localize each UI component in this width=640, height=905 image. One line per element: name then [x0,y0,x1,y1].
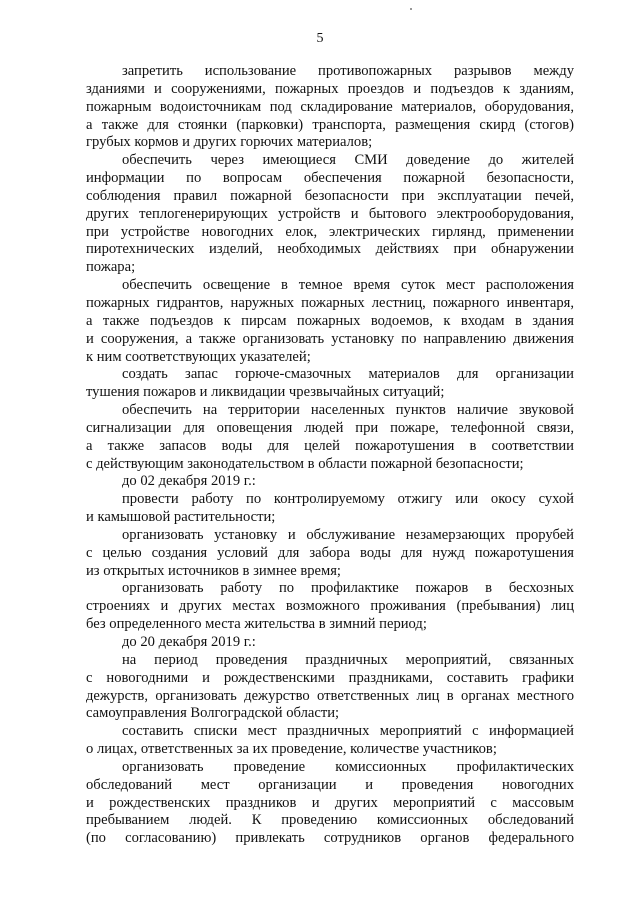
scan-speck [410,8,412,10]
text-line: обеспечить через имеющиеся СМИ доведение до жителей [122,152,574,169]
text-line: организовать работу по профилактике пожаров в бесхозных [122,580,574,597]
text-line: пожарных гидрантов, наружных пожарных лестниц, пожарного инвентаря, [86,294,574,311]
text-line: к ним соответствующих указателей; [86,348,311,365]
text-line: (по согласованию) привлекать сотрудников органов федерального [86,830,574,847]
text-line: пребыванием людей. К проведению комиссионных обследований [86,812,574,829]
text-line: пиротехнических изделий, необходимых действиях при обнаружении [86,241,574,258]
text-line: а также для стоянки (парковки) транспорта, размещения скирд (стогов) [86,116,574,133]
text-line: с действующим законодательством в области пожарной безопасности; [86,455,524,472]
text-line: самоуправления Волгоградской области; [86,705,340,722]
text-line: и рождественских праздников и других мероприятий с массовым [86,794,574,811]
text-line: из открытых источников в зимнее время; [86,562,341,579]
text-line: тушения пожаров и ликвидации чрезвычайных ситуаций; [86,384,445,401]
text-line: дежурств, организовать дежурство ответственных лиц в органах местного [86,687,574,704]
text-line: обследований мест организации и проведения новогодних [86,776,574,793]
page-number: 5 [316,31,324,46]
text-line: о лицах, ответственных за их проведение, количестве участников; [86,741,497,758]
text-line: сигнализации для оповещения людей при пожаре, телефонной связи, [86,419,574,436]
text-line: с целью создания условий для забора воды для нужд пожаротушения [86,544,574,561]
text-line: обеспечить освещение в темное время суток мест расположения [122,277,574,294]
text-line: на период проведения праздничных мероприятий, связанных [122,651,574,668]
text-line: до 20 декабря 2019 г.: [122,634,256,650]
document-body [86,63,574,848]
text-line: обеспечить на территории населенных пунктов наличие звуковой [122,402,574,419]
text-line: других теплогенерирующих устройств и бытового электрооборудования, [86,205,574,222]
text-line: запретить использование противопожарных разрывов между [122,63,574,79]
text-line: организовать проведение комиссионных профилактических [122,758,574,775]
text-line: создать запас горюче-смазочных материалов для организации [122,366,574,383]
text-line: строениях и других местах возможного проживания (пребывания) лиц [86,598,574,615]
text-line: пожара; [86,259,136,276]
text-line: с новогодними и рождественскими праздниками, составить графики [86,669,574,686]
text-line: и камышовой растительности; [86,509,276,526]
text-line: информации по вопросам обеспечения пожарной безопасности, [86,170,574,187]
text-line: до 02 декабря 2019 г.: [122,473,256,490]
text-line: и сооружения, а также организовать установку по направлению движения [86,330,574,347]
text-line: провести работу по контролируемому отжигу или окосу сухой [122,491,574,508]
text-line: соблюдения правил пожарной безопасности при эксплуатации печей, [86,187,574,204]
text-line: без определенного места жительства в зимний период; [86,616,427,633]
text-line: а также запасов воды для целей пожаротушения в соответствии [86,437,574,454]
text-line: зданиями и сооружениями, пожарных проездов и подъездов к зданиям, [86,80,574,97]
text-line: составить списки мест праздничных мероприятий с информацией [122,723,574,740]
text-line: а также подъездов к пирсам пожарных водоемов, к входам в здания [86,312,574,329]
text-line: грубых кормов и других горючих материалов; [86,134,373,151]
text-line: при устройстве новогодних елок, электрических гирлянд, применении [86,223,574,240]
text-line: пожарным водоисточникам под складирование материалов, оборудования, [86,98,574,115]
text-line: организовать установку и обслуживание незамерзающих прорубей [122,526,574,543]
